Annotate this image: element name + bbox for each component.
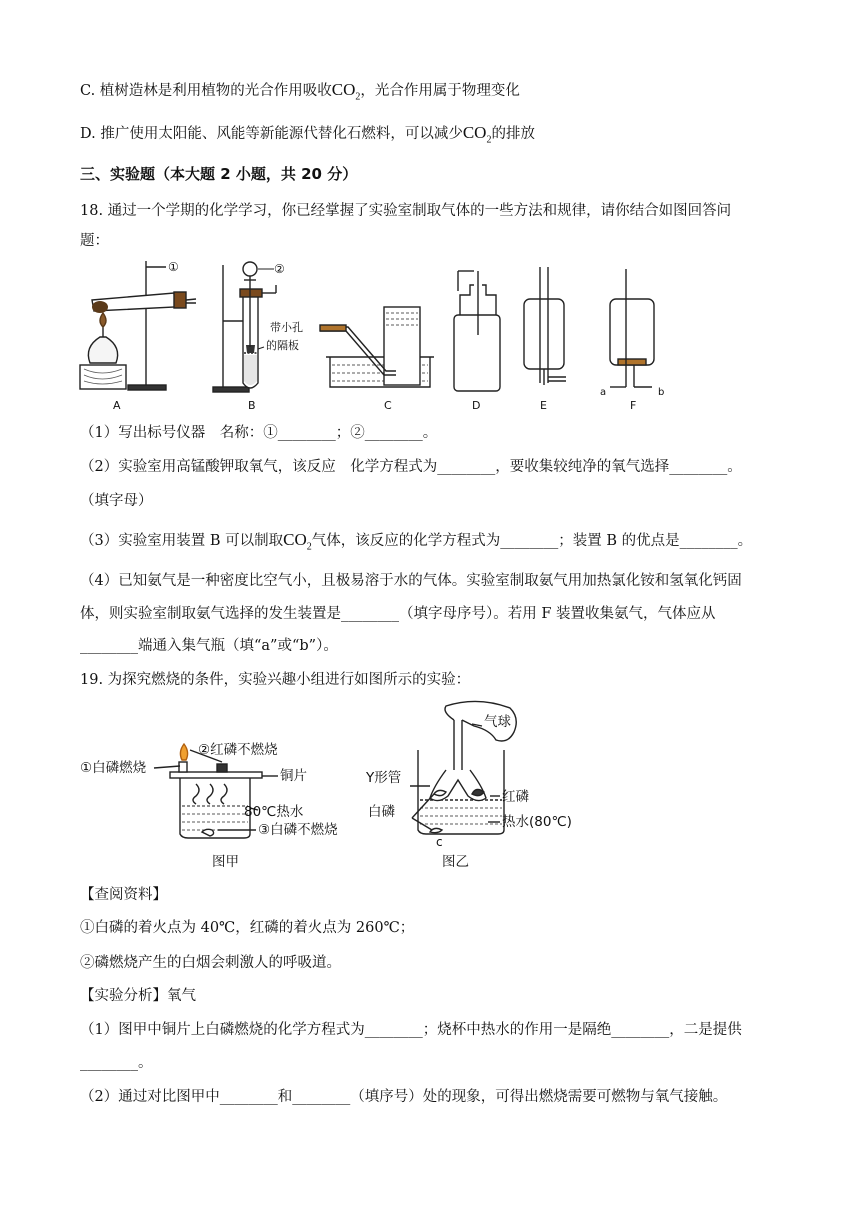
analysis-title: 【实验分析】氧气 [80,988,196,1004]
q18-intro-cont: 题： [80,233,109,249]
jia-label-white-p-burning: ①白磷燃烧 [80,760,147,776]
label-e: E [540,399,547,412]
q18-part2-cont: （填字母） [80,493,153,509]
apparatus-figure [78,255,678,417]
q19-part2: （2）通过对比图甲中________和________（填序号）处的现象，可得出燃烧需要可燃物与氧气接触。 [80,1089,728,1105]
option-d-text: D. 推广使用太阳能、风能等新能源代替化石燃料，可以减少 [80,126,463,142]
option-d-text-tail: 的排放 [491,126,535,142]
combustion-figure [78,700,618,874]
q18-intro: 18. 通过一个学期的化学学习，你已经掌握了实验室制取气体的一些方法和规律，请你结合如图回答问 [80,203,732,219]
co2-formula: $CO_2$ [283,530,312,553]
q18-part4-line2: 体，则实验室制取氨气选择的发生装置是________（填字母序号）。若用 F 装置收集氨气，气体应从 [80,606,716,622]
q18-part4-line3: ________端通入集气瓶（填“a”或“b”）。 [80,638,338,654]
co2-formula: $CO_2$ [462,123,492,146]
q18-part3: （3）实验室用装置 B 可以制取$CO_2$气体，该反应的化学方程式为________；装置 B 的优点是________。 [80,530,753,553]
section-heading: 三、实验题（本大题 2 小题，共 20 分） [80,165,358,183]
jia-label-copper: 铜片 [280,768,307,784]
label-a: A [113,399,121,412]
partition-label-2: 的隔板 [266,339,299,352]
label-b: B [248,399,256,412]
partition-label-1: 带小孔 [270,321,303,334]
reference-title: 【查阅资料】 [80,887,167,903]
label-c: C [384,399,392,412]
option-d [80,123,535,150]
mark-2: ② [274,262,285,276]
q18-part2: （2）实验室用高锰酸钾取氧气，该反应 化学方程式为________，要收集较纯净的氧气选择________。 [80,459,742,475]
yi-label-red-p: 红磷 [502,789,529,805]
q19-intro: 19. 为探究燃烧的条件，实验兴趣小组进行如图所示的实验： [80,672,471,688]
reference-1: ①白磷的着火点为 40℃，红磷的着火点为 260℃； [80,920,415,936]
q19-part1-cont: ________。 [80,1055,153,1071]
jia-label-red-p: ②红磷不燃烧 [198,742,278,758]
label-f: F [630,399,637,412]
q18-part4-line1: （4）已知氨气是一种密度比空气小，且极易溶于水的气体。实验室制取氨气用加热氯化铵和氢氧化钙固 [80,573,742,589]
jia-label-hot-water: 80℃热水 [244,804,304,820]
jia-caption: 图甲 [212,854,239,870]
yi-label-white-p: 白磷 [368,804,395,820]
option-c-text-tail: ，光合作用属于物理变化 [360,83,520,99]
jia-label-white-p-underwater: ③白磷不燃烧 [258,822,338,838]
port-a: a [600,387,607,398]
co2-formula: $CO_2$ [331,80,361,103]
yi-label-y-tube: Y形管 [366,770,402,786]
yi-caption: 图乙 [442,854,469,870]
yi-label-balloon: 气球 [484,714,511,730]
port-b: b [658,387,665,398]
q18-part1: （1）写出标号仪器 名称：①________；②________。 [80,425,438,441]
option-c [80,80,520,107]
reference-2: ②磷燃烧产生的白烟会刺激人的呼吸道。 [80,955,341,971]
yi-label-c: c [436,835,443,849]
mark-1: ① [168,260,179,274]
yi-label-hot-water: 热水(80℃) [502,814,572,830]
label-d: D [472,399,481,412]
q19-part1: （1）图甲中铜片上白磷燃烧的化学方程式为________；烧杯中热水的作用一是隔绝________，二是提供 [80,1022,742,1038]
option-c-text: C. 植树造林是利用植物的光合作用吸收 [80,83,332,99]
